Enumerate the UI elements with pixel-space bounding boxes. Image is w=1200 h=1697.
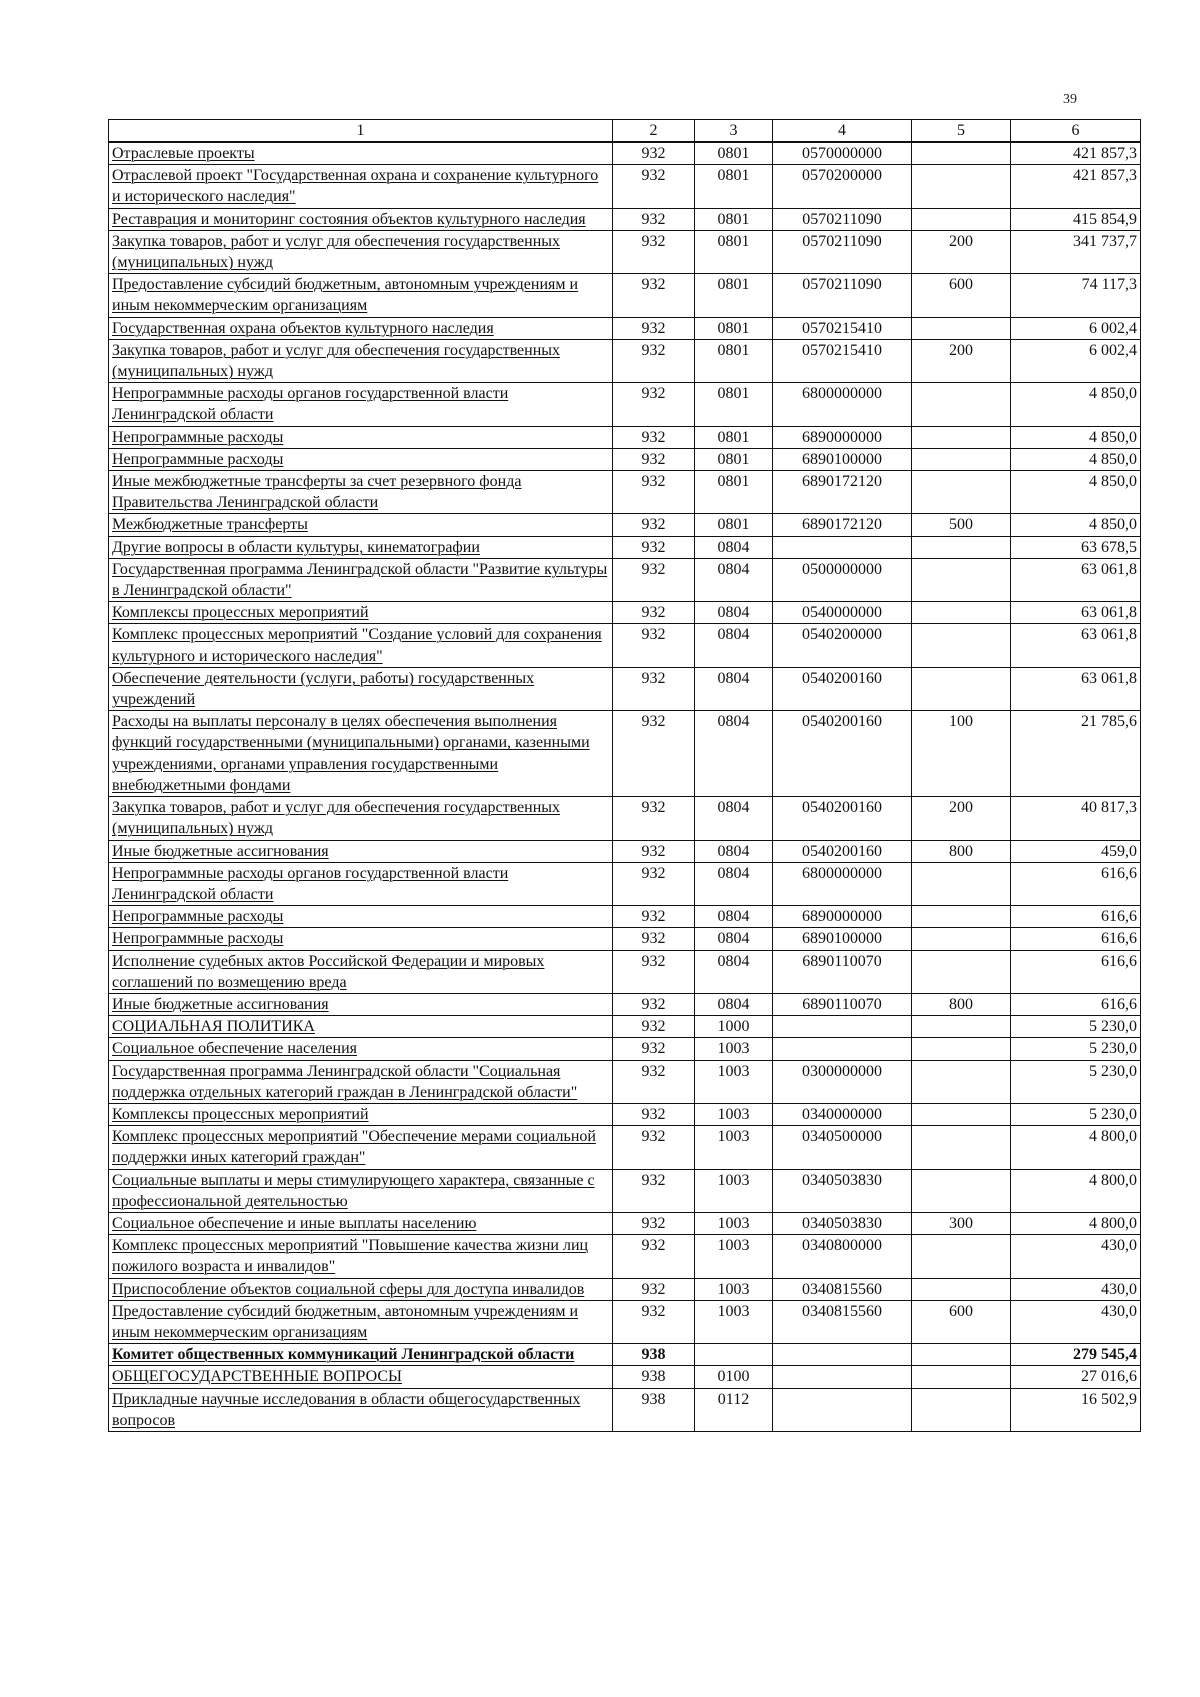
cell-amount: 63 061,8 [1011, 602, 1141, 624]
cell-section-code: 0801 [695, 514, 773, 536]
cell-section-code: 1003 [695, 1038, 773, 1060]
table-row [109, 471, 1141, 514]
cell-expense-type: 200 [912, 797, 1011, 840]
table-row [109, 1388, 1141, 1431]
table-row [109, 142, 1141, 165]
header-row [109, 120, 1141, 143]
cell-name: Социальное обеспечение и иные выплаты населению [109, 1212, 613, 1234]
cell-expense-type [912, 1060, 1011, 1103]
table-row [109, 840, 1141, 862]
cell-name: Комплекс процессных мероприятий "Повышение качества жизни лиц пожилого возраста и инвалидов" [109, 1235, 613, 1278]
cell-section-code: 0804 [695, 602, 773, 624]
cell-ministry-code: 932 [613, 339, 695, 382]
cell-amount: 279 545,4 [1011, 1344, 1141, 1366]
cell-section-code: 0112 [695, 1388, 773, 1431]
cell-name: Непрограммные расходы [109, 906, 613, 928]
cell-amount: 63 061,8 [1011, 558, 1141, 601]
cell-amount: 616,6 [1011, 862, 1141, 905]
cell-ministry-code: 932 [613, 1278, 695, 1300]
cell-section-code: 0801 [695, 339, 773, 382]
cell-section-code: 1003 [695, 1060, 773, 1103]
cell-name: Обеспечение деятельности (услуги, работы) государственных учреждений [109, 667, 613, 710]
table-row [109, 1212, 1141, 1234]
cell-expense-type [912, 1103, 1011, 1125]
cell-ministry-code: 932 [613, 1169, 695, 1212]
cell-section-code: 0804 [695, 624, 773, 667]
cell-target-article [773, 1016, 912, 1038]
cell-ministry-code: 938 [613, 1344, 695, 1366]
cell-target-article: 0570211090 [773, 230, 912, 273]
cell-section-code: 1003 [695, 1235, 773, 1278]
table-row [109, 1038, 1141, 1060]
cell-target-article: 0340503830 [773, 1212, 912, 1234]
cell-amount: 6 002,4 [1011, 317, 1141, 339]
cell-section-code: 0801 [695, 317, 773, 339]
cell-ministry-code: 932 [613, 993, 695, 1015]
cell-target-article: 0570000000 [773, 142, 912, 165]
cell-name: Государственная программа Ленинградской области "Развитие культуры в Ленинградской области" [109, 558, 613, 601]
cell-ministry-code: 932 [613, 1300, 695, 1343]
cell-ministry-code: 932 [613, 142, 695, 165]
cell-name: Расходы на выплаты персоналу в целях обеспечения выполнения функций государственными (муниципальными) органами, казенными учреждениями, органами управления государственными внебюджетными фондами [109, 711, 613, 797]
cell-target-article: 0570211090 [773, 208, 912, 230]
page-number: 39 [1063, 92, 1077, 107]
cell-section-code: 0804 [695, 993, 773, 1015]
cell-ministry-code: 932 [613, 1235, 695, 1278]
cell-expense-type [912, 906, 1011, 928]
table-row [109, 1300, 1141, 1343]
cell-ministry-code: 932 [613, 624, 695, 667]
table-row [109, 1366, 1141, 1388]
table-row [109, 862, 1141, 905]
cell-amount: 430,0 [1011, 1300, 1141, 1343]
cell-target-article: 0570215410 [773, 317, 912, 339]
cell-expense-type [912, 928, 1011, 950]
cell-expense-type [912, 165, 1011, 208]
cell-section-code: 0804 [695, 928, 773, 950]
cell-target-article: 0340800000 [773, 1235, 912, 1278]
cell-ministry-code: 932 [613, 667, 695, 710]
cell-ministry-code: 932 [613, 1103, 695, 1125]
cell-name: Социальные выплаты и меры стимулирующего характера, связанные с профессиональной деятельностью [109, 1169, 613, 1212]
cell-amount: 40 817,3 [1011, 797, 1141, 840]
cell-target-article: 6800000000 [773, 862, 912, 905]
cell-amount: 5 230,0 [1011, 1060, 1141, 1103]
table-row [109, 208, 1141, 230]
cell-target-article: 0340000000 [773, 1103, 912, 1125]
cell-amount: 6 002,4 [1011, 339, 1141, 382]
cell-target-article: 0340815560 [773, 1300, 912, 1343]
cell-name: Реставрация и мониторинг состояния объектов культурного наследия [109, 208, 613, 230]
cell-ministry-code: 932 [613, 230, 695, 273]
cell-target-article [773, 1366, 912, 1388]
table-body [109, 142, 1141, 1431]
cell-ministry-code: 932 [613, 317, 695, 339]
cell-ministry-code: 932 [613, 1016, 695, 1038]
cell-amount: 341 737,7 [1011, 230, 1141, 273]
table-row [109, 514, 1141, 536]
cell-ministry-code: 932 [613, 448, 695, 470]
cell-expense-type: 600 [912, 1300, 1011, 1343]
cell-target-article: 6890172120 [773, 471, 912, 514]
table-row [109, 317, 1141, 339]
cell-amount: 616,6 [1011, 928, 1141, 950]
cell-section-code: 1003 [695, 1103, 773, 1125]
cell-target-article: 0540200160 [773, 840, 912, 862]
cell-name: Комплексы процессных мероприятий [109, 1103, 613, 1125]
cell-name: Государственная охрана объектов культурного наследия [109, 317, 613, 339]
cell-ministry-code: 932 [613, 1060, 695, 1103]
cell-expense-type [912, 426, 1011, 448]
cell-target-article: 6890110070 [773, 993, 912, 1015]
table-row [109, 165, 1141, 208]
cell-name: Предоставление субсидий бюджетным, автономным учреждениям и иным некоммерческим организациям [109, 274, 613, 317]
cell-expense-type [912, 1169, 1011, 1212]
header-col-5: 5 [912, 120, 1011, 143]
cell-section-code: 0801 [695, 208, 773, 230]
cell-ministry-code: 932 [613, 602, 695, 624]
cell-name: Исполнение судебных актов Российской Федерации и мировых соглашений по возмещению вреда [109, 950, 613, 993]
cell-target-article: 6890000000 [773, 426, 912, 448]
cell-expense-type [912, 667, 1011, 710]
cell-name: Непрограммные расходы органов государственной власти Ленинградской области [109, 383, 613, 426]
table-row [109, 906, 1141, 928]
table-row [109, 1103, 1141, 1125]
cell-section-code: 0804 [695, 558, 773, 601]
cell-amount: 4 850,0 [1011, 471, 1141, 514]
cell-section-code: 0801 [695, 165, 773, 208]
cell-name: СОЦИАЛЬНАЯ ПОЛИТИКА [109, 1016, 613, 1038]
cell-ministry-code: 932 [613, 383, 695, 426]
cell-amount: 5 230,0 [1011, 1038, 1141, 1060]
cell-expense-type [912, 1344, 1011, 1366]
cell-name: Закупка товаров, работ и услуг для обеспечения государственных (муниципальных) нужд [109, 797, 613, 840]
cell-ministry-code: 932 [613, 928, 695, 950]
cell-expense-type: 800 [912, 840, 1011, 862]
cell-section-code: 0801 [695, 230, 773, 273]
cell-ministry-code: 932 [613, 514, 695, 536]
table-header [109, 120, 1141, 143]
cell-amount: 4 800,0 [1011, 1212, 1141, 1234]
cell-expense-type: 300 [912, 1212, 1011, 1234]
cell-name: Комплекс процессных мероприятий "Создание условий для сохранения культурного и исторического наследия" [109, 624, 613, 667]
cell-amount: 415 854,9 [1011, 208, 1141, 230]
header-col-2: 2 [613, 120, 695, 143]
cell-amount: 4 800,0 [1011, 1126, 1141, 1169]
table-row [109, 602, 1141, 624]
table-row [109, 1278, 1141, 1300]
cell-section-code: 0804 [695, 711, 773, 797]
cell-section-code: 0801 [695, 426, 773, 448]
cell-expense-type [912, 1126, 1011, 1169]
cell-ministry-code: 932 [613, 1126, 695, 1169]
cell-expense-type: 600 [912, 274, 1011, 317]
table-row [109, 1060, 1141, 1103]
cell-section-code: 1000 [695, 1016, 773, 1038]
cell-ministry-code: 932 [613, 711, 695, 797]
table-row [109, 1016, 1141, 1038]
cell-target-article: 0570200000 [773, 165, 912, 208]
cell-ministry-code: 932 [613, 1212, 695, 1234]
cell-expense-type [912, 602, 1011, 624]
cell-amount: 4 850,0 [1011, 448, 1141, 470]
header-col-3: 3 [695, 120, 773, 143]
cell-section-code: 1003 [695, 1169, 773, 1212]
table-row [109, 993, 1141, 1015]
cell-expense-type [912, 862, 1011, 905]
table-row [109, 536, 1141, 558]
cell-ministry-code: 932 [613, 840, 695, 862]
cell-name: Предоставление субсидий бюджетным, автономным учреждениям и иным некоммерческим организациям [109, 1300, 613, 1343]
cell-section-code: 0804 [695, 840, 773, 862]
cell-expense-type [912, 950, 1011, 993]
cell-target-article: 0540200160 [773, 797, 912, 840]
header-col-4: 4 [773, 120, 912, 143]
cell-target-article: 6800000000 [773, 383, 912, 426]
cell-section-code: 0804 [695, 950, 773, 993]
cell-name: Социальное обеспечение населения [109, 1038, 613, 1060]
cell-amount: 5 230,0 [1011, 1103, 1141, 1125]
cell-ministry-code: 932 [613, 1038, 695, 1060]
cell-name: Межбюджетные трансферты [109, 514, 613, 536]
cell-amount: 5 230,0 [1011, 1016, 1141, 1038]
cell-section-code: 0100 [695, 1366, 773, 1388]
cell-section-code: 0804 [695, 536, 773, 558]
cell-target-article: 0540200000 [773, 624, 912, 667]
table-row [109, 230, 1141, 273]
cell-target-article: 0340815560 [773, 1278, 912, 1300]
cell-ministry-code: 932 [613, 426, 695, 448]
table-row [109, 274, 1141, 317]
cell-ministry-code: 932 [613, 558, 695, 601]
cell-ministry-code: 932 [613, 862, 695, 905]
cell-ministry-code: 938 [613, 1366, 695, 1388]
cell-section-code: 1003 [695, 1278, 773, 1300]
cell-target-article: 0540000000 [773, 602, 912, 624]
cell-expense-type [912, 1038, 1011, 1060]
cell-section-code: 1003 [695, 1300, 773, 1343]
table-row [109, 339, 1141, 382]
table-row [109, 558, 1141, 601]
cell-name: ОБЩЕГОСУДАРСТВЕННЫЕ ВОПРОСЫ [109, 1366, 613, 1388]
cell-amount: 616,6 [1011, 906, 1141, 928]
cell-target-article [773, 536, 912, 558]
cell-name: Другие вопросы в области культуры, кинематографии [109, 536, 613, 558]
cell-name: Комплекс процессных мероприятий "Обеспечение мерами социальной поддержки иных категорий граждан" [109, 1126, 613, 1169]
cell-name: Государственная программа Ленинградской области "Социальная поддержка отдельных категорий граждан в Ленинградской области" [109, 1060, 613, 1103]
cell-section-code: 0801 [695, 142, 773, 165]
cell-target-article: 6890100000 [773, 448, 912, 470]
cell-name: Отраслевой проект "Государственная охрана и сохранение культурного и исторического наследия" [109, 165, 613, 208]
cell-target-article [773, 1388, 912, 1431]
table-row [109, 711, 1141, 797]
cell-amount: 430,0 [1011, 1278, 1141, 1300]
cell-expense-type [912, 1235, 1011, 1278]
cell-amount: 4 850,0 [1011, 514, 1141, 536]
cell-ministry-code: 932 [613, 950, 695, 993]
cell-expense-type [912, 317, 1011, 339]
cell-name: Комплексы процессных мероприятий [109, 602, 613, 624]
cell-target-article: 6890000000 [773, 906, 912, 928]
cell-section-code: 0804 [695, 797, 773, 840]
cell-name: Комитет общественных коммуникаций Ленинградской области [109, 1344, 613, 1366]
cell-section-code [695, 1344, 773, 1366]
cell-expense-type: 200 [912, 339, 1011, 382]
table-row [109, 797, 1141, 840]
cell-expense-type [912, 383, 1011, 426]
cell-amount: 4 850,0 [1011, 426, 1141, 448]
cell-name: Приспособление объектов социальной сферы для доступа инвалидов [109, 1278, 613, 1300]
cell-amount: 4 800,0 [1011, 1169, 1141, 1212]
cell-ministry-code: 932 [613, 536, 695, 558]
cell-target-article [773, 1344, 912, 1366]
cell-name: Отраслевые проекты [109, 142, 613, 165]
table-row [109, 448, 1141, 470]
cell-ministry-code: 932 [613, 208, 695, 230]
table-row [109, 1235, 1141, 1278]
table-row [109, 928, 1141, 950]
table-row [109, 950, 1141, 993]
cell-target-article: 0500000000 [773, 558, 912, 601]
table-row [109, 1344, 1141, 1366]
cell-amount: 27 016,6 [1011, 1366, 1141, 1388]
cell-section-code: 0801 [695, 383, 773, 426]
cell-section-code: 1003 [695, 1126, 773, 1169]
table-row [109, 624, 1141, 667]
table-row [109, 1169, 1141, 1212]
cell-name: Непрограммные расходы [109, 928, 613, 950]
table-row [109, 1126, 1141, 1169]
cell-amount: 63 061,8 [1011, 667, 1141, 710]
header-col-1: 1 [109, 120, 613, 143]
cell-amount: 74 117,3 [1011, 274, 1141, 317]
cell-amount: 459,0 [1011, 840, 1141, 862]
cell-target-article: 6890110070 [773, 950, 912, 993]
table-row [109, 667, 1141, 710]
cell-expense-type: 200 [912, 230, 1011, 273]
cell-expense-type [912, 448, 1011, 470]
cell-target-article: 0340500000 [773, 1126, 912, 1169]
cell-amount: 421 857,3 [1011, 165, 1141, 208]
cell-ministry-code: 932 [613, 471, 695, 514]
cell-amount: 430,0 [1011, 1235, 1141, 1278]
cell-section-code: 0804 [695, 906, 773, 928]
cell-target-article: 6890100000 [773, 928, 912, 950]
cell-amount: 4 850,0 [1011, 383, 1141, 426]
cell-name: Закупка товаров, работ и услуг для обеспечения государственных (муниципальных) нужд [109, 339, 613, 382]
cell-expense-type [912, 536, 1011, 558]
cell-expense-type [912, 1388, 1011, 1431]
cell-section-code: 0804 [695, 862, 773, 905]
table-row [109, 426, 1141, 448]
cell-ministry-code: 932 [613, 274, 695, 317]
cell-target-article: 0540200160 [773, 711, 912, 797]
cell-amount: 63 678,5 [1011, 536, 1141, 558]
cell-section-code: 0804 [695, 667, 773, 710]
cell-target-article: 6890172120 [773, 514, 912, 536]
cell-expense-type: 800 [912, 993, 1011, 1015]
cell-name: Закупка товаров, работ и услуг для обеспечения государственных (муниципальных) нужд [109, 230, 613, 273]
cell-expense-type: 500 [912, 514, 1011, 536]
table-row [109, 383, 1141, 426]
cell-name: Иные бюджетные ассигнования [109, 993, 613, 1015]
cell-expense-type [912, 1366, 1011, 1388]
cell-section-code: 1003 [695, 1212, 773, 1234]
cell-name: Непрограммные расходы [109, 426, 613, 448]
cell-amount: 16 502,9 [1011, 1388, 1141, 1431]
cell-amount: 616,6 [1011, 993, 1141, 1015]
cell-expense-type [912, 208, 1011, 230]
cell-expense-type [912, 624, 1011, 667]
cell-name: Прикладные научные исследования в области общегосударственных вопросов [109, 1388, 613, 1431]
cell-target-article: 0540200160 [773, 667, 912, 710]
cell-name: Иные межбюджетные трансферты за счет резервного фонда Правительства Ленинградской области [109, 471, 613, 514]
cell-target-article: 0570215410 [773, 339, 912, 382]
cell-ministry-code: 932 [613, 165, 695, 208]
cell-section-code: 0801 [695, 448, 773, 470]
cell-expense-type [912, 1016, 1011, 1038]
cell-ministry-code: 932 [613, 797, 695, 840]
cell-amount: 21 785,6 [1011, 711, 1141, 797]
cell-target-article: 0340503830 [773, 1169, 912, 1212]
cell-expense-type [912, 1278, 1011, 1300]
cell-ministry-code: 932 [613, 906, 695, 928]
cell-expense-type: 100 [912, 711, 1011, 797]
cell-target-article [773, 1038, 912, 1060]
cell-target-article: 0300000000 [773, 1060, 912, 1103]
cell-name: Непрограммные расходы органов государственной власти Ленинградской области [109, 862, 613, 905]
cell-name: Непрограммные расходы [109, 448, 613, 470]
cell-name: Иные бюджетные ассигнования [109, 840, 613, 862]
header-col-6: 6 [1011, 120, 1141, 143]
budget-table [108, 119, 1141, 1432]
cell-amount: 63 061,8 [1011, 624, 1141, 667]
cell-amount: 421 857,3 [1011, 142, 1141, 165]
cell-section-code: 0801 [695, 471, 773, 514]
cell-expense-type [912, 471, 1011, 514]
cell-expense-type [912, 558, 1011, 601]
cell-expense-type [912, 142, 1011, 165]
cell-target-article: 0570211090 [773, 274, 912, 317]
cell-section-code: 0801 [695, 274, 773, 317]
cell-amount: 616,6 [1011, 950, 1141, 993]
cell-ministry-code: 938 [613, 1388, 695, 1431]
